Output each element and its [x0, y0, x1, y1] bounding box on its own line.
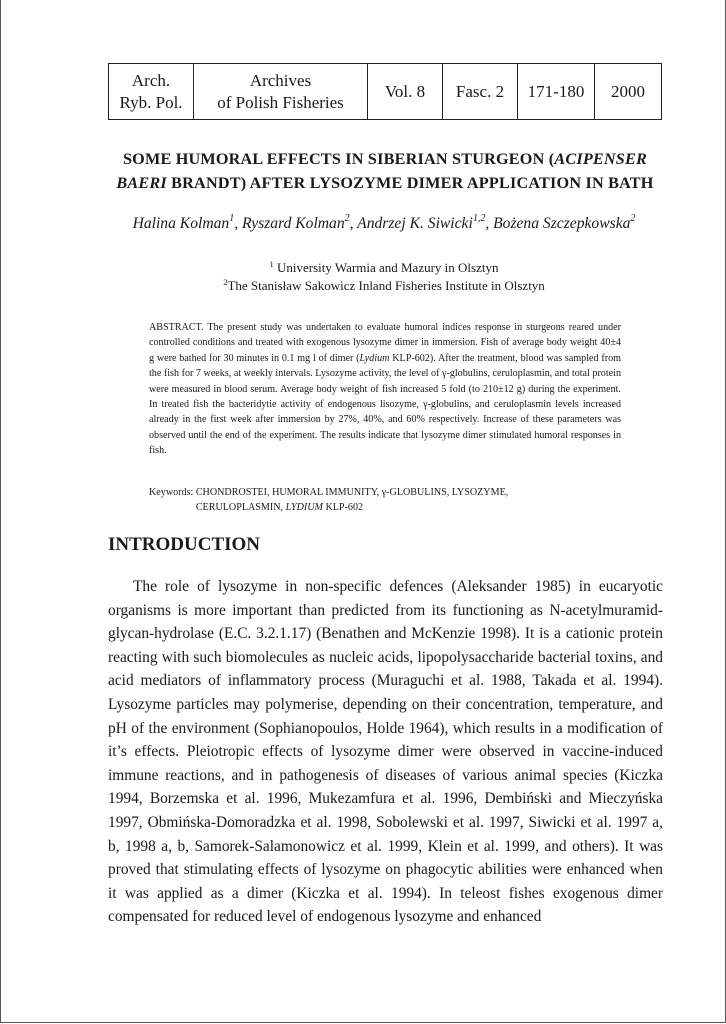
introduction-paragraph: The role of lysozyme in non-specific defences (Aleksander 1985) in eucaryotic organisms is more important than predicted from its functioning as N-acetylmuramid-glycan-hydrolase (E.C. 3.2.1.17) (Benathen and McKenzie 1998). It is a cationic protein reacting with such biomolecules as nucleic acids, lipopolysaccharide bacterial toxins, and acid mediators of inflammatory process (Muraguchi et al. 1988, Takada et al. 1994). Lysozyme particles may polymerise, depending on their concentration, temperature, and pH of the environment (Sophianopoulos, Holde 1964), which results in a modification of it’s effects. Pleiotropic effects of lysozyme dimer were observed in vaccine-induced immune reactions, and in pathogenesis of diseases of various animal species (Kiczka 1994, Borzemska et al. 1996, Mukezamfura et al. 1996, Dembiński and Mieczyńska 1997, Obmińska-Domoradzka et al. 1998, Sobolewski et al. 1997, Siwicki et al. 1997 a, b, 1998 a, b, Samorek-Salamonowicz et al. 1999, Klein et al. 1999, and others). It was proved that stimulating effects of lysozyme on phagocytic abilities were enhanced when it was applied as a dimer (Kiczka et al. 1994). In teleost fishes exogenous dimer compensated for reduced level of endogenous lysozyme and enhanced — [108, 578, 663, 926]
author-separator: , — [234, 215, 242, 232]
author-separator: , — [349, 215, 358, 232]
keywords-terms-a: CHONDROSTEI, HUMORAL IMMUNITY, γ-GLOBULINS, LYSOZYME, CERULOPLASMIN, — [195, 487, 509, 514]
title-part1: SOME HUMORAL EFFECTS IN SIBERIAN STURGEON ( — [122, 150, 555, 168]
title-part3: BRANDT) AFTER LYSOZYME DIMER APPLICATION IN BATH — [166, 174, 654, 192]
author-name: Andrzej K. Siwicki — [357, 215, 473, 232]
affiliation-mark: 2 — [223, 277, 228, 287]
affiliation-mark: 1 — [269, 259, 274, 269]
author-separator: , — [485, 215, 494, 232]
abstract-product-name: Lydium — [359, 352, 390, 364]
keywords-product-name: LYDIUM — [285, 502, 323, 514]
affiliation-1 — [151, 259, 617, 277]
journal-abbrev-line1: Arch. — [131, 70, 171, 90]
author-name: Bożena Szczepkowska — [493, 215, 631, 232]
author-name: Halina Kolman — [132, 215, 230, 232]
title-species-name: ACIPENSER BAERI — [116, 150, 647, 192]
paper-title — [107, 147, 663, 195]
affiliation-2 — [151, 277, 617, 295]
volume-cell: Vol. 8 — [368, 64, 443, 120]
keywords — [149, 485, 621, 516]
keywords-label: Keywords: — [149, 487, 196, 498]
journal-name-line2: of Polish Fisheries — [217, 92, 344, 112]
author-name: Ryszard Kolman — [241, 215, 345, 232]
author-affiliation-mark: 1 — [229, 213, 235, 224]
journal-name-cell — [194, 64, 368, 120]
author-affiliation-mark: 2 — [630, 213, 636, 224]
pages-cell: 171-180 — [518, 64, 595, 120]
year-cell: 2000 — [595, 64, 662, 120]
keywords-terms — [196, 485, 526, 516]
abstract-text-b: KLP-602). After the treatment, blood was sampled from the fish for 7 weeks, at weekly intervals. Lysozyme activity, the level of γ-globulins, ceruloplasmin, and total protein were measured in blood serum. Average body weight of fish increased 5 fold (to 210±12 g) during the experiment. In treated fish the bacteridytie activity of endogenous lisozyme, γ-globulins, and ceruloplasmin levels increased already in the first week after immersion by 27%, 40%, and 60% respectively. Increase of these parameters was observed until the end of the experiment. The results indicate that lysozyme dimer stimulated humoral responses in fish. — [149, 352, 621, 457]
abstract — [149, 320, 621, 459]
affiliation-text: University Warmia and Mazury in Olsztyn — [273, 260, 499, 275]
author-affiliation-mark: 2 — [344, 213, 350, 224]
affiliation-text: The Stanisław Sakowicz Inland Fisheries Institute in Olsztyn — [227, 278, 545, 293]
journal-abbrev-cell — [109, 64, 194, 120]
author-affiliation-mark: 1,2 — [472, 213, 486, 224]
fascicle-cell: Fasc. 2 — [443, 64, 518, 120]
journal-name-line1: Archives — [249, 70, 312, 90]
journal-header-table — [108, 63, 662, 120]
abstract-label: ABSTRACT. — [149, 322, 204, 333]
section-heading-introduction: INTRODUCTION — [108, 534, 261, 555]
keywords-terms-b: KLP-602 — [322, 502, 364, 514]
author-list — [101, 214, 667, 234]
abstract-text-a: The present study was undertaken to evaluate humoral indices response in sturgeons reared under controlled conditions and treated with exogenous lysozyme dimer in immersion. Fish of average body weight 40±4 g were bathed for 30 minutes in 0.1 mg l of dimer ( — [149, 322, 621, 364]
journal-abbrev-line2: Ryb. Pol. — [119, 92, 183, 112]
